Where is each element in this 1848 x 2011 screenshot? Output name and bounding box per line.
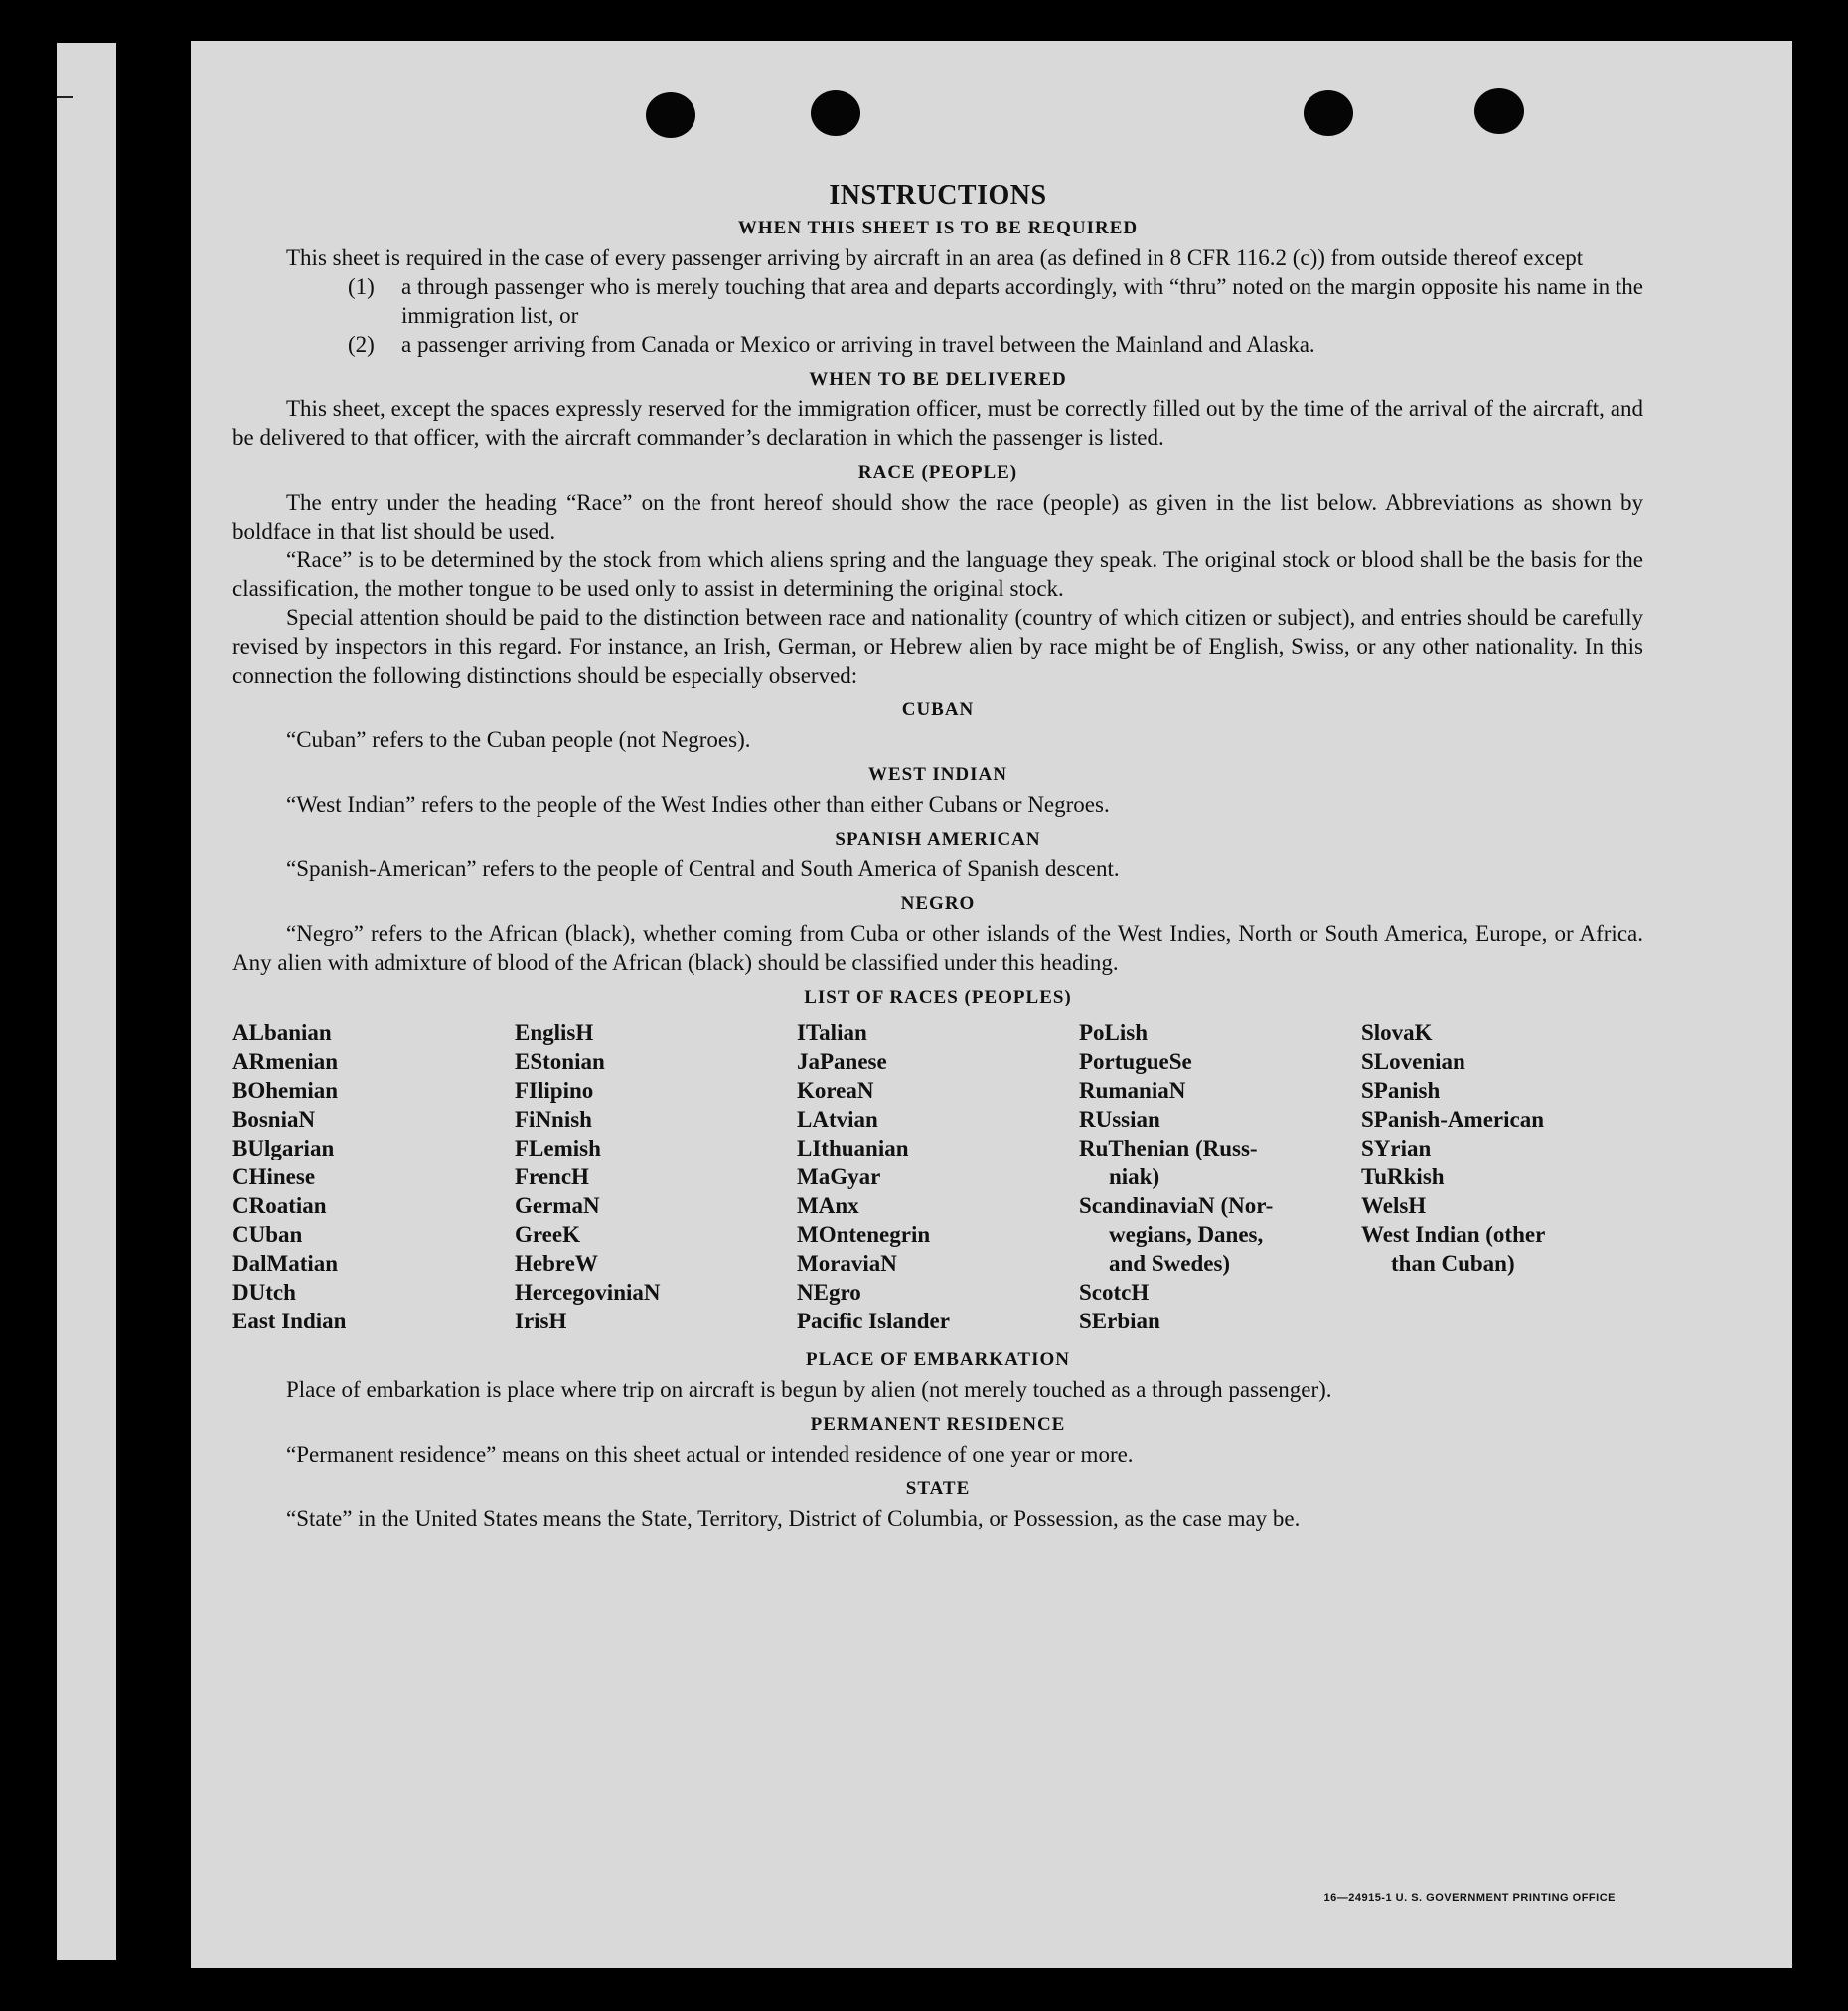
race-entry: JaPanese: [797, 1049, 887, 1074]
embarkation-text: Place of embarkation is place where trip on aircraft is begun by alien (not merely touched as a through passenger).: [286, 1377, 1332, 1402]
race-entry: ITalian: [797, 1020, 867, 1045]
heading-residence: PERMANENT RESIDENCE: [810, 1414, 1066, 1435]
heading-west-indian: WEST INDIAN: [868, 764, 1007, 785]
race-entry: than Cuban): [1391, 1251, 1515, 1276]
residence-text: “Permanent residence” means on this sheet actual or intended residence of one year or more.: [286, 1442, 1134, 1467]
race-entry: BUlgarian: [232, 1136, 335, 1160]
race-entry: EStonian: [515, 1049, 605, 1074]
races-column: [232, 1018, 515, 1335]
heading-state: STATE: [905, 1478, 971, 1499]
races-column: [797, 1018, 1079, 1335]
exception-number: (1): [348, 274, 375, 299]
race-entry: BosniaN: [232, 1107, 316, 1132]
race-entry: IrisH: [515, 1309, 567, 1333]
race-entry: WelsH: [1361, 1193, 1427, 1218]
race-entry: GermaN: [515, 1193, 600, 1218]
race-entry: SYrian: [1361, 1136, 1432, 1160]
race-entry: SLovenian: [1361, 1049, 1465, 1074]
race-entry: MAnx: [797, 1193, 859, 1218]
race-entry: SPanish: [1361, 1078, 1441, 1103]
race-entry: East Indian: [232, 1309, 347, 1333]
race-entry: RumaniaN: [1079, 1078, 1186, 1103]
race-paragraph: The entry under the heading “Race” on the front hereof should show the race (people) as given in the list below. Abbreviations as shown by boldface in that list should be used.: [232, 490, 1643, 543]
state-text: “State” in the United States means the State, Territory, District of Columbia, or Possession, as the case may be.: [286, 1506, 1301, 1531]
race-entry: KoreaN: [797, 1078, 874, 1103]
instructions-body: [232, 176, 1643, 1533]
punch-hole: [1474, 88, 1524, 134]
race-entry: FiNnish: [515, 1107, 592, 1132]
race-entry: and Swedes): [1109, 1251, 1231, 1276]
page-title: INSTRUCTIONS: [829, 180, 1047, 211]
exception-text: a passenger arriving from Canada or Mexico or arriving in travel between the Mainland and Alaska.: [401, 332, 1315, 357]
race-entry: EnglisH: [515, 1020, 594, 1045]
race-entry: MOntenegrin: [797, 1222, 931, 1247]
race-entry: HercegoviniaN: [515, 1280, 661, 1305]
races-column: [515, 1018, 797, 1335]
heading-race: RACE (PEOPLE): [857, 462, 1018, 483]
race-entry: RUssian: [1079, 1107, 1160, 1132]
race-entry: SlovaK: [1361, 1020, 1433, 1045]
race-entry: GreeK: [515, 1222, 580, 1247]
race-entry: TuRkish: [1361, 1164, 1445, 1189]
punch-hole: [811, 90, 860, 136]
races-column: [1079, 1018, 1361, 1335]
race-entry: NEgro: [797, 1280, 861, 1305]
delivered-text: This sheet, except the spaces expressly reserved for the immigration officer, must be correctly filled out by the time of the arrival of the aircraft, and be delivered to that officer, with the aircraft commander’s declaration in which the passenger is listed.: [232, 396, 1643, 450]
race-entry: FLemish: [515, 1136, 601, 1160]
race-entry: LAtvian: [797, 1107, 878, 1132]
heading-spanish-american: SPANISH AMERICAN: [835, 829, 1041, 850]
race-entry: wegians, Danes,: [1109, 1222, 1264, 1247]
race-entry: LIthuanian: [797, 1136, 909, 1160]
race-entry: BOhemian: [232, 1078, 339, 1103]
race-entry: West Indian (other: [1361, 1222, 1546, 1247]
race-entry: ScandinaviaN (Nor-: [1079, 1193, 1274, 1218]
race-entry: RuThenian (Russ-: [1079, 1136, 1258, 1160]
edge-mark: [57, 96, 73, 98]
race-entry: niak): [1109, 1164, 1160, 1189]
race-entry: PoLish: [1079, 1020, 1149, 1045]
race-entry: DalMatian: [232, 1251, 339, 1276]
punch-hole: [646, 92, 695, 138]
heading-negro: NEGRO: [900, 893, 976, 914]
race-entry: Pacific Islander: [797, 1309, 950, 1333]
punch-hole: [1304, 90, 1353, 136]
exception-text: a through passenger who is merely touching that area and departs accordingly, with “thru” noted on the margin opposite his name in the immigration list, or: [401, 274, 1643, 328]
race-entry: ARmenian: [232, 1049, 339, 1074]
race-entry: MaGyar: [797, 1164, 881, 1189]
exception-item: [348, 272, 1643, 330]
race-entry: FrencH: [515, 1164, 589, 1189]
cuban-text: “Cuban” refers to the Cuban people (not Negroes).: [286, 727, 751, 752]
race-entry: FIlipino: [515, 1078, 594, 1103]
heading-required: WHEN THIS SHEET IS TO BE REQUIRED: [737, 218, 1139, 238]
instruction-sheet: [191, 41, 1792, 1968]
race-entry: MoraviaN: [797, 1251, 897, 1276]
heading-list-of-races: LIST OF RACES (PEOPLES): [804, 987, 1072, 1007]
printing-office-footer: 16—24915-1 U. S. GOVERNMENT PRINTING OFFICE: [1323, 1892, 1616, 1904]
race-entry: PortugueSe: [1079, 1049, 1192, 1074]
race-entry: DUtch: [232, 1280, 296, 1305]
races-column: [1361, 1018, 1643, 1335]
exception-item: [348, 330, 1643, 359]
heading-embarkation: PLACE OF EMBARKATION: [806, 1349, 1070, 1370]
race-paragraph: Special attention should be paid to the distinction between race and nationality (country of which citizen or subject), and entries should be carefully revised by inspectors in this regard. For instance, an Irish, German, or Hebrew alien by race might be of English, Swiss, or any other nationality. In this connection the following distinctions should be especially observed:: [232, 605, 1643, 688]
race-entry: HebreW: [515, 1251, 598, 1276]
races-list: [232, 1018, 1643, 1335]
heading-delivered: WHEN TO BE DELIVERED: [809, 369, 1067, 389]
race-entry: SPanish-American: [1361, 1107, 1544, 1132]
adjacent-page-strip: [57, 43, 116, 1960]
heading-cuban: CUBAN: [901, 699, 975, 720]
exception-number: (2): [348, 332, 375, 357]
race-entry: CUban: [232, 1222, 303, 1247]
race-paragraph: “Race” is to be determined by the stock from which aliens spring and the language they speak. The original stock or blood shall be the basis for the classification, the mother tongue to be used only to assist in determining the original stock.: [232, 547, 1643, 601]
race-entry: ScotcH: [1079, 1280, 1150, 1305]
required-intro: This sheet is required in the case of every passenger arriving by aircraft in an area (as defined in 8 CFR 116.2 (c)) from outside thereof except: [286, 245, 1584, 270]
race-entry: CHinese: [232, 1164, 316, 1189]
race-entry: SErbian: [1079, 1309, 1160, 1333]
race-entry: CRoatian: [232, 1193, 327, 1218]
negro-text: “Negro” refers to the African (black), whether coming from Cuba or other islands of the West Indies, North or South America, Europe, or Africa. Any alien with admixture of blood of the African (black) should be classified under this heading.: [232, 921, 1643, 975]
spanish-american-text: “Spanish-American” refers to the people of Central and South America of Spanish descent.: [286, 856, 1120, 881]
west-indian-text: “West Indian” refers to the people of the West Indies other than either Cubans or Negroes.: [286, 792, 1110, 817]
race-entry: ALbanian: [232, 1020, 332, 1045]
